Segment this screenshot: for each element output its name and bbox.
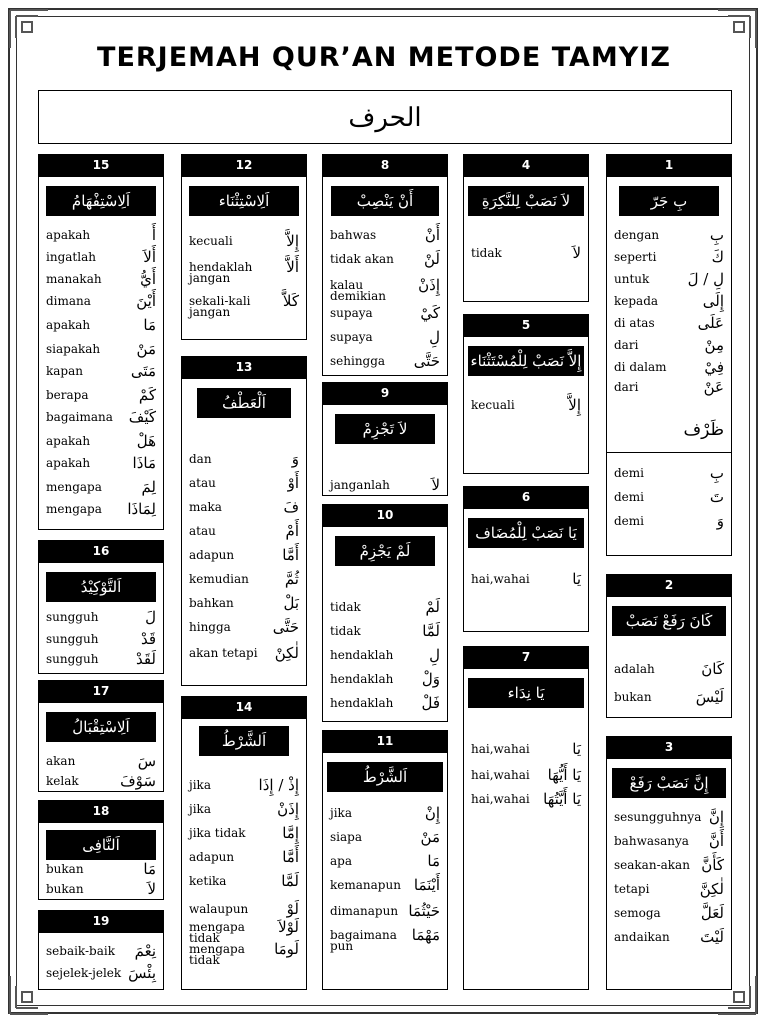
arabic-word: كَانَ <box>701 660 724 678</box>
translation-text: hai,wahai <box>471 792 530 806</box>
arabic-word: إِذَنْ <box>277 800 299 818</box>
translation-text: hingga <box>189 620 231 634</box>
section-number: 14 <box>181 696 307 718</box>
arabic-word: لَيْسَ <box>695 688 724 706</box>
section-number: 8 <box>322 154 448 176</box>
arabic-word: مَاذَا <box>132 454 156 472</box>
arabic-word: إِنْ <box>424 804 440 822</box>
section-label: كَانَ رَفَعْ نَصَبْ <box>612 606 726 636</box>
section-number: 6 <box>463 486 589 508</box>
translation-text: adapun <box>189 548 235 562</box>
arabic-word: مِنْ <box>704 336 724 354</box>
arabic-word: لِ / لَ <box>687 270 724 288</box>
arabic-word: فَلْ <box>421 694 440 712</box>
translation-text: sehingga <box>330 354 386 368</box>
section-number: 1 <box>606 154 732 176</box>
arabic-word: فِيْ <box>704 358 724 376</box>
translation-text: akan <box>46 754 76 768</box>
arabic-word: لٰكِنْ <box>274 644 299 662</box>
translation-text: tidak <box>330 600 361 614</box>
arabic-word: حَتَّى <box>413 352 440 370</box>
arabic-word: كَلاَّ <box>282 292 299 310</box>
arabic-word: لاَ <box>431 476 440 494</box>
translation-text: dan <box>189 452 212 466</box>
arabic-word: لَقَدْ <box>135 650 156 668</box>
arabic-word: حَتَّى <box>272 618 299 636</box>
translation-text: sejelek-jelek <box>46 966 122 980</box>
translation-text: sungguh <box>46 610 99 624</box>
arabic-word: بِ <box>709 226 724 244</box>
translation-text: mengapa tidak <box>189 942 245 967</box>
arabic-word: فَ <box>283 498 299 516</box>
translation-text: dimana <box>46 294 91 308</box>
arabic-word: كَيْ <box>420 304 440 322</box>
translation-text: kemudian <box>189 572 249 586</box>
arabic-word: أَوْ <box>287 474 299 492</box>
translation-text: demi <box>614 514 644 528</box>
arabic-word: مَنْ <box>420 828 440 846</box>
translation-text: bukan <box>614 690 652 704</box>
arabic-word: أَمْ <box>285 522 299 540</box>
translation-text: manakah <box>46 272 102 286</box>
translation-text: tidak akan <box>330 252 394 266</box>
translation-text: kecuali <box>471 398 515 412</box>
arabic-word: لَنْ <box>424 250 440 268</box>
translation-text: hendaklah jangan <box>189 260 253 285</box>
arabic-word: أَلاَّ <box>286 258 299 276</box>
arabic-word: ثُمَّ <box>284 570 299 588</box>
translation-text: atau <box>189 476 216 490</box>
arabic-word: عَلَى <box>697 314 724 332</box>
translation-text: demi <box>614 490 644 504</box>
translation-text: di dalam <box>614 360 667 374</box>
divider <box>606 452 732 453</box>
translation-text: janganlah <box>330 478 390 492</box>
arabic-word: مَا <box>427 852 440 870</box>
translation-text: kapan <box>46 364 83 378</box>
arabic-word: أَيْنَمَا <box>413 876 440 894</box>
arabic-word: لاَ <box>572 244 581 262</box>
translation-text: kalau demikian <box>330 278 386 303</box>
translation-text: apakah <box>46 228 91 242</box>
translation-text: adapun <box>189 850 235 864</box>
translation-text: apa <box>330 854 352 868</box>
section-number: 5 <box>463 314 589 336</box>
arabic-word: لَومَا <box>274 940 299 958</box>
arabic-word: أَيُّ <box>140 270 156 288</box>
arabic-word: لَمَّا <box>281 872 299 890</box>
translation-text: ingatlah <box>46 250 96 264</box>
translation-text: sungguh <box>46 632 99 646</box>
section-label: اَلشَّرْطُ <box>199 726 289 756</box>
arabic-word: لاَ <box>147 880 156 898</box>
section-number: 3 <box>606 736 732 758</box>
arabic-word: هَلْ <box>136 432 156 450</box>
section-label: اَلِاسْتِثْنَاء <box>189 186 299 216</box>
translation-text: bukan <box>46 862 84 876</box>
arabic-word: تَ <box>709 488 724 506</box>
translation-text: hendaklah <box>330 672 394 686</box>
arabic-word: سَ <box>137 752 156 770</box>
translation-text: siapa <box>330 830 362 844</box>
section-label: يَا نَصَبْ لِلْمُضَاف <box>468 518 584 548</box>
arabic-word: ظَرْف <box>683 420 724 440</box>
section-number: 19 <box>38 910 164 932</box>
section-label: يَا نِدَاء <box>468 678 584 708</box>
arabic-word: إِلاَّ <box>286 232 299 250</box>
translation-text: bahwas <box>330 228 377 242</box>
arabic-word: يَا أَيُّهَا <box>547 766 581 784</box>
section-label: أَنْ يَنْصِبْ <box>331 186 439 216</box>
arabic-word: كَ <box>711 248 724 266</box>
translation-text: dari <box>614 338 639 352</box>
arabic-word: إِذَنْ <box>418 276 440 294</box>
translation-text: tetapi <box>614 882 650 896</box>
arabic-word: أَ <box>151 226 156 244</box>
arabic-word: أَنْ <box>424 226 440 244</box>
arabic-word: كَيْفَ <box>128 408 156 426</box>
section-label: اَلِاسْتِفْهَامُ <box>46 186 156 216</box>
translation-text: sebaik-baik <box>46 944 115 958</box>
arabic-word: إِمَّا <box>282 824 299 842</box>
translation-text: mengapa tidak <box>189 920 245 945</box>
translation-text: jika <box>189 778 211 792</box>
arabic-word: أَمَّا <box>282 848 299 866</box>
page-title: TERJEMAH QUR’AN METODE TAMYIZ <box>97 42 671 73</box>
translation-text: andaikan <box>614 930 670 944</box>
translation-text: supaya <box>330 330 373 344</box>
section-label: بِ جَرّ <box>619 186 719 216</box>
translation-text: apakah <box>46 318 91 332</box>
translation-text: bukan <box>46 882 84 896</box>
translation-text: atau <box>189 524 216 538</box>
arabic-word: نِعْمَ <box>134 942 156 960</box>
translation-text: sesungguhnya <box>614 810 702 824</box>
section-number: 16 <box>38 540 164 562</box>
translation-text: dari <box>614 380 639 394</box>
arabic-word: إِلاَّ <box>568 396 581 414</box>
section-number: 7 <box>463 646 589 668</box>
arabic-word: وَ <box>291 450 299 468</box>
section-label: اَلنَّافِى <box>46 830 156 860</box>
section-number: 4 <box>463 154 589 176</box>
translation-text: hai,wahai <box>471 742 530 756</box>
translation-text: bagaimana pun <box>330 928 397 953</box>
arabic-word: مَهْمَا <box>411 926 440 944</box>
translation-text: jika <box>330 806 352 820</box>
translation-text: kemanapun <box>330 878 401 892</box>
translation-text: jika tidak <box>189 826 246 840</box>
translation-text: demi <box>614 466 644 480</box>
translation-text: bagaimana <box>46 410 113 424</box>
arabic-word: إِنَّ <box>708 808 724 826</box>
translation-text: sungguh <box>46 652 99 666</box>
arabic-word: يَا <box>572 740 581 758</box>
section-label: اَلتَّوْكِيْدُ <box>46 572 156 602</box>
arabic-word: يَا <box>572 570 581 588</box>
translation-text: bahkan <box>189 596 234 610</box>
translation-text: hendaklah <box>330 648 394 662</box>
translation-text: mengapa <box>46 480 102 494</box>
translation-text: walaupun <box>189 902 249 916</box>
arabic-word: لِمَ <box>141 478 156 496</box>
arabic-word: لَعَلَّ <box>700 904 724 922</box>
translation-text: ketika <box>189 874 227 888</box>
translation-text: akan tetapi <box>189 646 258 660</box>
arabic-word: مَتَى <box>130 362 156 380</box>
arabic-word: سَوْفَ <box>120 772 156 790</box>
section-number: 11 <box>322 730 448 752</box>
translation-text: dimanapun <box>330 904 399 918</box>
section-label: اَلِاسْتِقْبَالُ <box>46 712 156 742</box>
arabic-word: لَمَّا <box>422 622 440 640</box>
translation-text: apakah <box>46 434 91 448</box>
arabic-word: عَنْ <box>703 378 724 396</box>
header-arabic: الحرف <box>38 90 732 144</box>
arabic-word: كَأَنَّ <box>701 856 724 874</box>
section-number: 10 <box>322 504 448 526</box>
translation-text: maka <box>189 500 222 514</box>
arabic-word: لَمْ <box>425 598 440 616</box>
translation-text: untuk <box>614 272 650 286</box>
translation-text: kecuali <box>189 234 233 248</box>
section-label: إِلاَّ نَصَبْ لِلْمُسْتَثْنَاء <box>468 346 584 376</box>
translation-text: supaya <box>330 306 373 320</box>
translation-text: hendaklah <box>330 696 394 710</box>
arabic-word: مَا <box>143 316 156 334</box>
arabic-word: بِئْسَ <box>128 964 156 982</box>
arabic-word: إِذْ / إِذَا <box>258 776 299 794</box>
arabic-word: أَلاَ <box>143 248 156 266</box>
arabic-word: وَ <box>716 512 724 530</box>
section-number: 15 <box>38 154 164 176</box>
translation-text: seakan-akan <box>614 858 690 872</box>
translation-text: seperti <box>614 250 657 264</box>
section-label: إِنَّ نَصَبْ رَفَعْ <box>612 768 726 798</box>
translation-text: hai,wahai <box>471 572 530 586</box>
translation-text: mengapa <box>46 502 102 516</box>
arabic-word: لِمَاذَا <box>127 500 156 518</box>
translation-text: siapakah <box>46 342 101 356</box>
section-number: 13 <box>181 356 307 378</box>
arabic-word: وَلْ <box>421 670 440 688</box>
section-label: لاَ تَجْزِمْ <box>335 414 435 444</box>
section-number: 12 <box>181 154 307 176</box>
arabic-word: يَا أَيَّتُهَا <box>543 790 581 808</box>
translation-text: dengan <box>614 228 660 242</box>
section-number: 9 <box>322 382 448 404</box>
arabic-word: مَا <box>143 860 156 878</box>
section-number: 17 <box>38 680 164 702</box>
arabic-word: حَيْثُمَا <box>408 902 440 920</box>
section-label: اَلشَّرْطُ <box>327 762 443 792</box>
arabic-word: لِ <box>429 646 440 664</box>
arabic-word: لِ <box>429 328 440 346</box>
arabic-word: كَمْ <box>138 386 156 404</box>
translation-text: bahwasanya <box>614 834 689 848</box>
section-7 <box>463 668 589 990</box>
section-label: لَمْ يَجْزِمْ <box>335 536 435 566</box>
arabic-word: لٰكِنَّ <box>699 880 724 898</box>
arabic-word: لَيْتَ <box>700 928 724 946</box>
translation-text: kelak <box>46 774 79 788</box>
arabic-word: بِ <box>709 464 724 482</box>
translation-text: sekali-kali jangan <box>189 294 251 319</box>
arabic-word: قَدْ <box>140 630 156 648</box>
arabic-word: مَنْ <box>136 340 156 358</box>
translation-text: berapa <box>46 388 89 402</box>
translation-text: kepada <box>614 294 659 308</box>
section-label: لاَ نَصَبْ لِلنَّكِرَةِ <box>468 186 584 216</box>
section-label: اَلْعَطْفُ <box>197 388 291 418</box>
translation-text: adalah <box>614 662 655 676</box>
arabic-word: لَوْ <box>286 900 299 918</box>
section-number: 2 <box>606 574 732 596</box>
arabic-word: أَنَّ <box>708 832 724 850</box>
translation-text: tidak <box>330 624 361 638</box>
section-number: 18 <box>38 800 164 822</box>
arabic-word: إِلَى <box>702 292 724 310</box>
translation-text: tidak <box>471 246 502 260</box>
arabic-word: لَوْلاَ <box>278 918 299 936</box>
translation-text: apakah <box>46 456 91 470</box>
arabic-word: أَمَّا <box>282 546 299 564</box>
translation-text: di atas <box>614 316 655 330</box>
arabic-word: بَلْ <box>283 594 299 612</box>
translation-text: jika <box>189 802 211 816</box>
arabic-word: لَ <box>145 608 156 626</box>
translation-text: semoga <box>614 906 661 920</box>
arabic-word: أَيْنَ <box>136 292 156 310</box>
translation-text: hai,wahai <box>471 768 530 782</box>
